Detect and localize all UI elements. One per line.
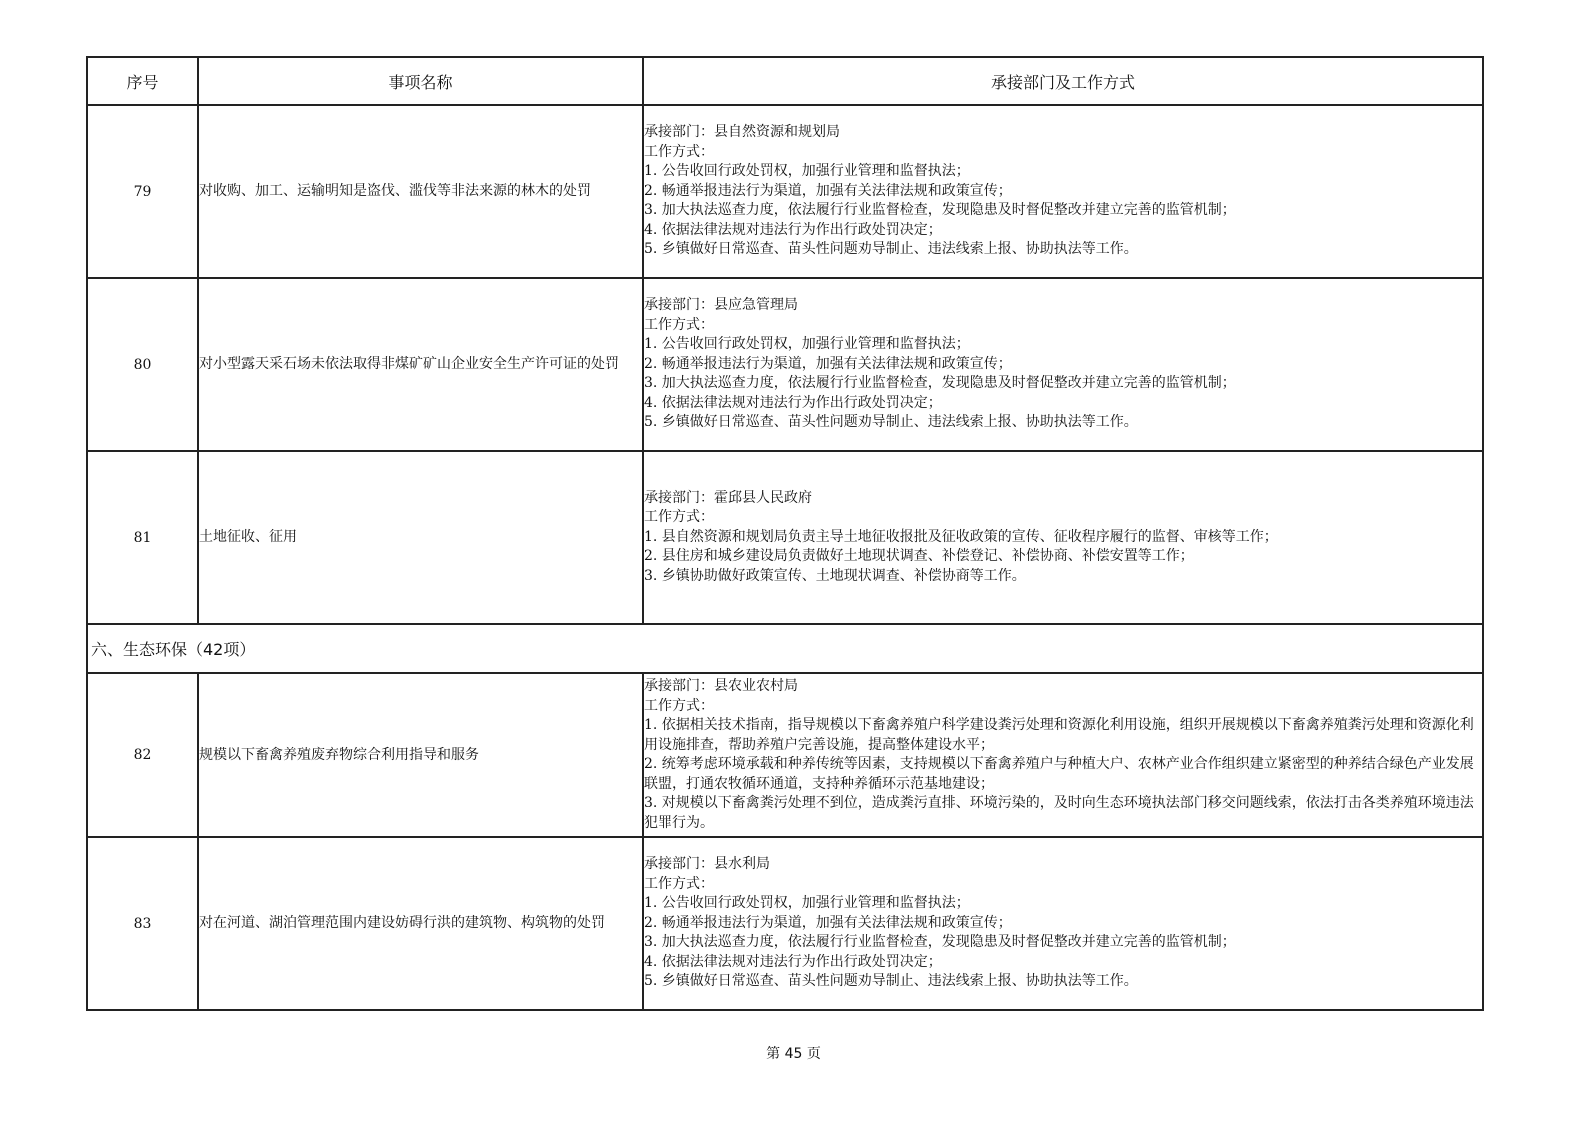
method-line: 1. 公告收回行政处罚权，加强行业管理和监督执法； [644, 336, 970, 353]
method-line: 承接部门：县自然资源和规划局 [644, 124, 840, 141]
method-line: 2. 畅通举报违法行为渠道，加强有关法律法规和政策宣传； [644, 355, 1012, 372]
method-line: 3. 加大执法巡查力度，依法履行行业监督检查，发现隐患及时督促整改并建立完善的监管机制； [644, 375, 1236, 392]
row-item-name: 对收购、加工、运输明知是盗伐、滥伐等非法来源的林木的处罚 [198, 105, 643, 278]
method-line: 5. 乡镇做好日常巡查、苗头性问题劝导制止、违法线索上报、协助执法等工作。 [644, 973, 1138, 990]
row-department-method [643, 837, 1483, 1010]
row-serial-number: 83 [87, 837, 198, 1010]
method-line: 3. 对规模以下畜禽粪污处理不到位，造成粪污直排、环境污染的，及时向生态环境执法部门移交问题线索，依法打击各类养殖环境违法犯罪行为。 [644, 795, 1474, 831]
header-serial-number: 序号 [87, 57, 198, 105]
method-line: 承接部门：县水利局 [644, 856, 770, 873]
method-line: 工作方式： [644, 509, 714, 526]
table-row [87, 105, 1483, 278]
table-row [87, 278, 1483, 451]
method-line: 承接部门：霍邱县人民政府 [644, 489, 812, 506]
method-line: 工作方式： [644, 697, 714, 714]
row-item-name: 规模以下畜禽养殖废弃物综合利用指导和服务 [198, 673, 643, 837]
method-line: 4. 依据法律法规对违法行为作出行政处罚决定； [644, 394, 942, 411]
header-item-name: 事项名称 [198, 57, 643, 105]
method-line: 1. 公告收回行政处罚权，加强行业管理和监督执法； [644, 895, 970, 912]
method-line: 2. 统筹考虑环境承载和种养传统等因素，支持规模以下畜禽养殖户与种植大户、农林产业合作组织建立紧密型的种养结合绿色产业发展联盟，打通农牧循环通道，支持种养循环示范基地建设； [644, 756, 1474, 792]
items-table [86, 56, 1484, 1011]
method-line: 工作方式： [644, 143, 714, 160]
method-line: 5. 乡镇做好日常巡查、苗头性问题劝导制止、违法线索上报、协助执法等工作。 [644, 414, 1138, 431]
header-department-method: 承接部门及工作方式 [643, 57, 1483, 105]
method-line: 4. 依据法律法规对违法行为作出行政处罚决定； [644, 221, 942, 238]
row-department-method [643, 278, 1483, 451]
row-item-name: 对小型露天采石场未依法取得非煤矿矿山企业安全生产许可证的处罚 [198, 278, 643, 451]
method-line: 5. 乡镇做好日常巡查、苗头性问题劝导制止、违法线索上报、协助执法等工作。 [644, 241, 1138, 258]
row-serial-number: 79 [87, 105, 198, 278]
method-line: 3. 加大执法巡查力度，依法履行行业监督检查，发现隐患及时督促整改并建立完善的监管机制； [644, 202, 1236, 219]
table-row [87, 673, 1483, 837]
row-department-method [643, 451, 1483, 624]
method-line: 1. 依据相关技术指南，指导规模以下畜禽养殖户科学建设粪污处理和资源化利用设施，组织开展规模以下畜禽养殖粪污处理和资源化利用设施排查，帮助养殖户完善设施，提高整体建设水平； [644, 717, 1474, 753]
method-line: 1. 公告收回行政处罚权，加强行业管理和监督执法； [644, 163, 970, 180]
method-line: 2. 县住房和城乡建设局负责做好土地现状调查、补偿登记、补偿协商、补偿安置等工作； [644, 548, 1194, 565]
method-line: 4. 依据法律法规对违法行为作出行政处罚决定； [644, 953, 942, 970]
section-title: 六、生态环保（42项） [87, 624, 1483, 673]
method-line: 2. 畅通举报违法行为渠道，加强有关法律法规和政策宣传； [644, 182, 1012, 199]
method-line: 工作方式： [644, 875, 714, 892]
row-serial-number: 81 [87, 451, 198, 624]
row-item-name: 对在河道、湖泊管理范围内建设妨碍行洪的建筑物、构筑物的处罚 [198, 837, 643, 1010]
table-row [87, 451, 1483, 624]
row-department-method [643, 105, 1483, 278]
method-line: 工作方式： [644, 316, 714, 333]
method-line: 承接部门：县农业农村局 [644, 678, 798, 694]
row-serial-number: 80 [87, 278, 198, 451]
row-department-method [643, 673, 1483, 837]
table-header-row [87, 57, 1483, 105]
method-line: 3. 乡镇协助做好政策宣传、土地现状调查、补偿协商等工作。 [644, 567, 1026, 584]
table-row [87, 837, 1483, 1010]
page-number: 第 45 页 [766, 1046, 821, 1062]
row-item-name: 土地征收、征用 [198, 451, 643, 624]
row-serial-number: 82 [87, 673, 198, 837]
method-line: 承接部门：县应急管理局 [644, 297, 798, 314]
section-header-row [87, 624, 1483, 673]
method-line: 2. 畅通举报违法行为渠道，加强有关法律法规和政策宣传； [644, 914, 1012, 931]
method-line: 1. 县自然资源和规划局负责主导土地征收报批及征收政策的宣传、征收程序履行的监督、审核等工作； [644, 528, 1278, 545]
method-line: 3. 加大执法巡查力度，依法履行行业监督检查，发现隐患及时督促整改并建立完善的监管机制； [644, 934, 1236, 951]
